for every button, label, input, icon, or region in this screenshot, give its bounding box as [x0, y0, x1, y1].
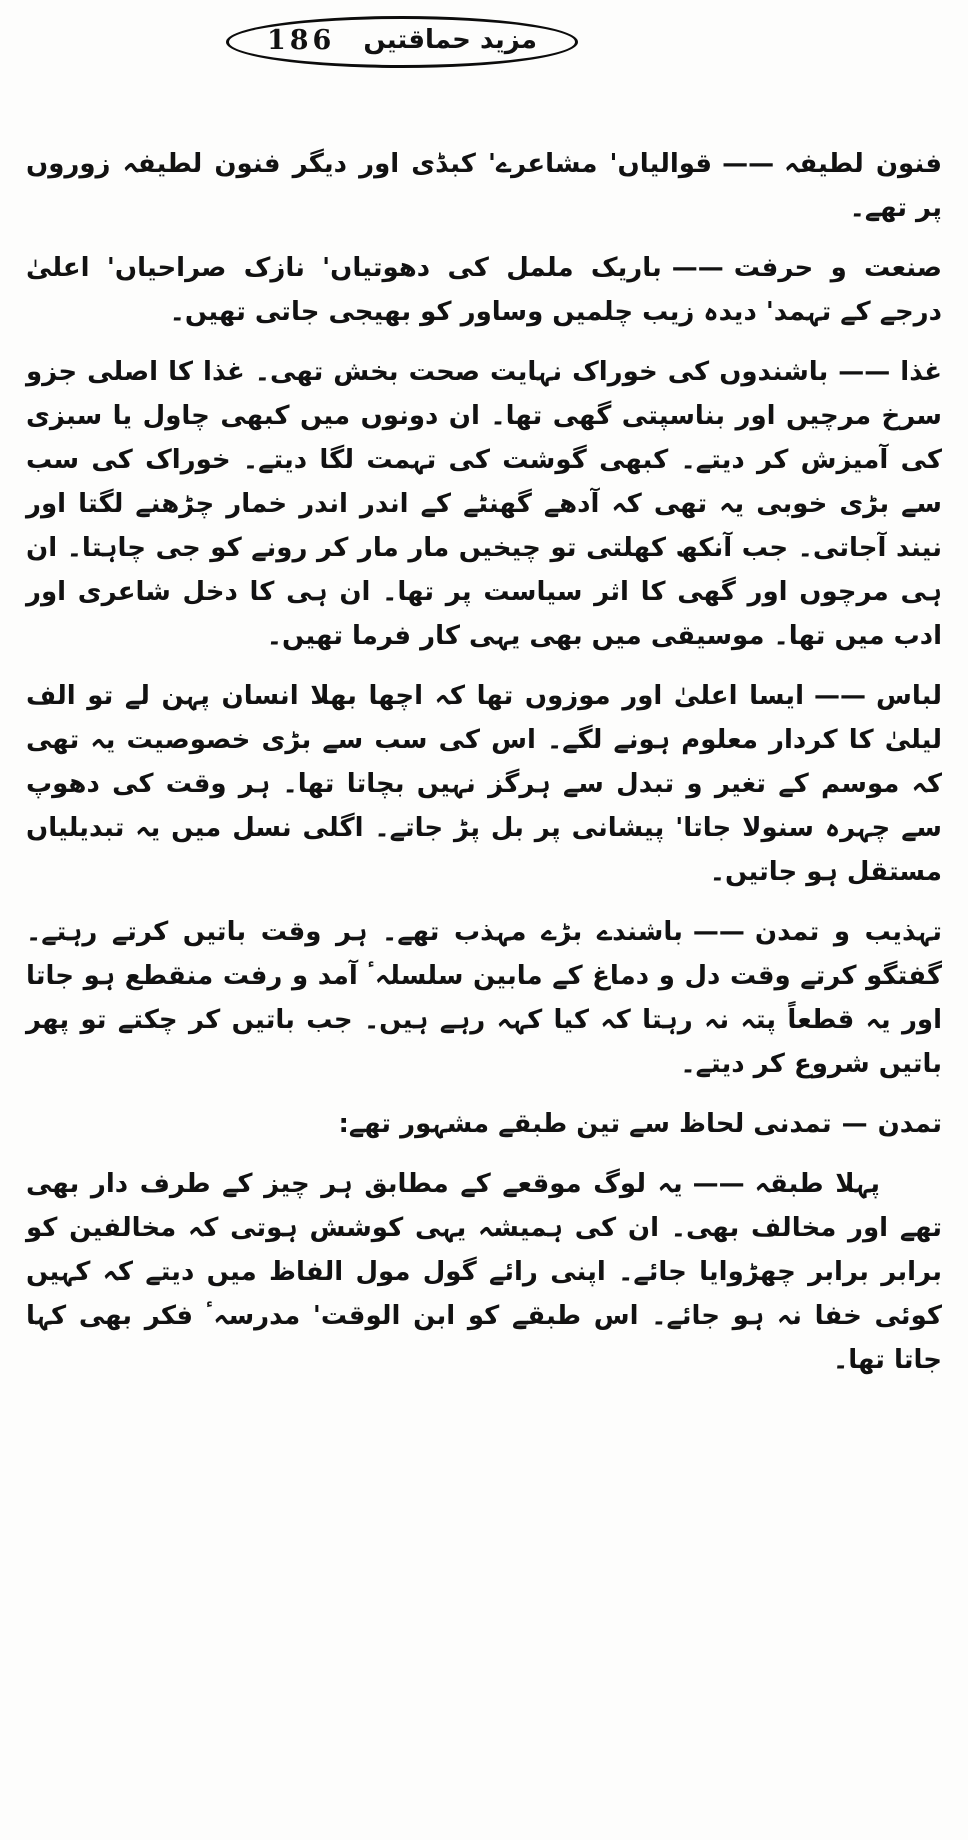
paragraph-separator: ——	[671, 253, 724, 283]
paragraph	[26, 350, 942, 658]
paragraph-text: قوالیاں' مشاعرے' کبڈی اور دیگر فنون لطیفہ زوروں پر تھے۔	[26, 149, 942, 223]
paragraph-text: باشندوں کی خوراک نہایت صحت بخش تھی۔ غذا کا اصلی جزو سرخ مرچیں اور بناسپتی گھی تھا۔ ان دونوں میں کبھی چاول یا سبزی کی آمیزش کر دیتے۔ کبھی گوشت کی تہمت لگا دیتے۔ خوراک کی سب سے بڑی خوبی یہ تھی کہ آدھے گھنٹے کے اندر اندر خمار چڑھنے لگتا اور نیند آجاتی۔ جب آنکھ کھلتی تو چیخیں مار مار کر رونے کو جی چاہتا۔ ان ہی مرچوں اور گھی کا اثر سیاست پر تھا۔ ان ہی کا دخل شاعری اور ادب میں تھا۔ موسیقی میں بھی یہی کار فرما تھیں۔	[26, 357, 942, 651]
paragraph-text: ایسا اعلیٰ اور موزوں تھا کہ اچھا بھلا انسان پہن لے تو الف لیلیٰ کا کردار معلوم ہونے لگے۔ اس کی سب سے بڑی خصوصیت یہ تھی کہ موسم کے تغیر و تبدل سے ہرگز نہیں بچاتا تھا۔ ہر وقت کی دھوپ سے چہرہ سنولا جاتا' پیشانی پر بل پڑ جاتے۔ اگلی نسل میں یہ تبدیلیاں مستقل ہو جاتیں۔	[26, 681, 942, 887]
paragraph-separator: —	[841, 1109, 868, 1139]
paragraph-heading: تہذیب و تمدن	[754, 917, 942, 947]
paragraph	[26, 910, 942, 1086]
paragraph-text: باریک ململ کی دھوتیاں' نازک صراحیاں' اعلیٰ درجے کے تہمد' دیدہ زیب چلمیں وساور کو بھیجی جاتی تھیں۔	[26, 253, 942, 327]
page-header	[26, 16, 942, 80]
paragraph	[26, 674, 942, 894]
book-title: مزید حماقتیں	[363, 25, 538, 55]
paragraph	[26, 1102, 942, 1146]
paragraph-heading: غذا	[900, 357, 942, 387]
paragraph-text: یہ لوگ موقعے کے مطابق ہر چیز کے طرف دار بھی تھے اور مخالف بھی۔ ان کی ہمیشہ یہی کوشش ہوتی کہ مخالفین کو برابر برابر چھڑوایا جائے۔ اپنی رائے گول مول الفاظ میں دیتے کہ کہیں کوئی خفا نہ ہو جائے۔ اس طبقے کو ابن الوقت' مدرسہٴ فکر بھی کہا جاتا تھا۔	[26, 1169, 942, 1375]
paragraph-separator: ——	[838, 357, 891, 387]
paragraph-heading: صنعت و حرفت	[733, 253, 942, 283]
paragraph-separator: ——	[692, 917, 745, 947]
page-content	[26, 142, 942, 1382]
paragraph-heading: لباس	[875, 681, 942, 711]
paragraph-heading: تمدن	[877, 1109, 942, 1139]
paragraph	[26, 1162, 942, 1382]
page-number: 186	[266, 25, 336, 57]
paragraph-separator: ——	[813, 681, 866, 711]
paragraph-separator: ——	[692, 1169, 745, 1199]
paragraph-heading: فنون لطیفہ	[784, 149, 942, 179]
paragraph-heading: پہلا طبقہ	[754, 1169, 880, 1199]
paragraph-separator: ——	[722, 149, 775, 179]
paragraph	[26, 246, 942, 334]
paragraph	[26, 142, 942, 230]
header-badge	[226, 16, 578, 68]
paragraph-text: تمدنی لحاظ سے تین طبقے مشہور تھے:	[338, 1109, 832, 1139]
paragraph-text: باشندے بڑے مہذب تھے۔ ہر وقت باتیں کرتے رہتے۔ گفتگو کرتے وقت دل و دماغ کے مابین سلسلہٴ آمد و رفت منقطع ہو جاتا اور یہ قطعاً پتہ نہ رہتا کہ کیا کہہ رہے ہیں۔ جب باتیں کر چکتے تو پھر باتیں شروع کر دیتے۔	[26, 917, 942, 1079]
